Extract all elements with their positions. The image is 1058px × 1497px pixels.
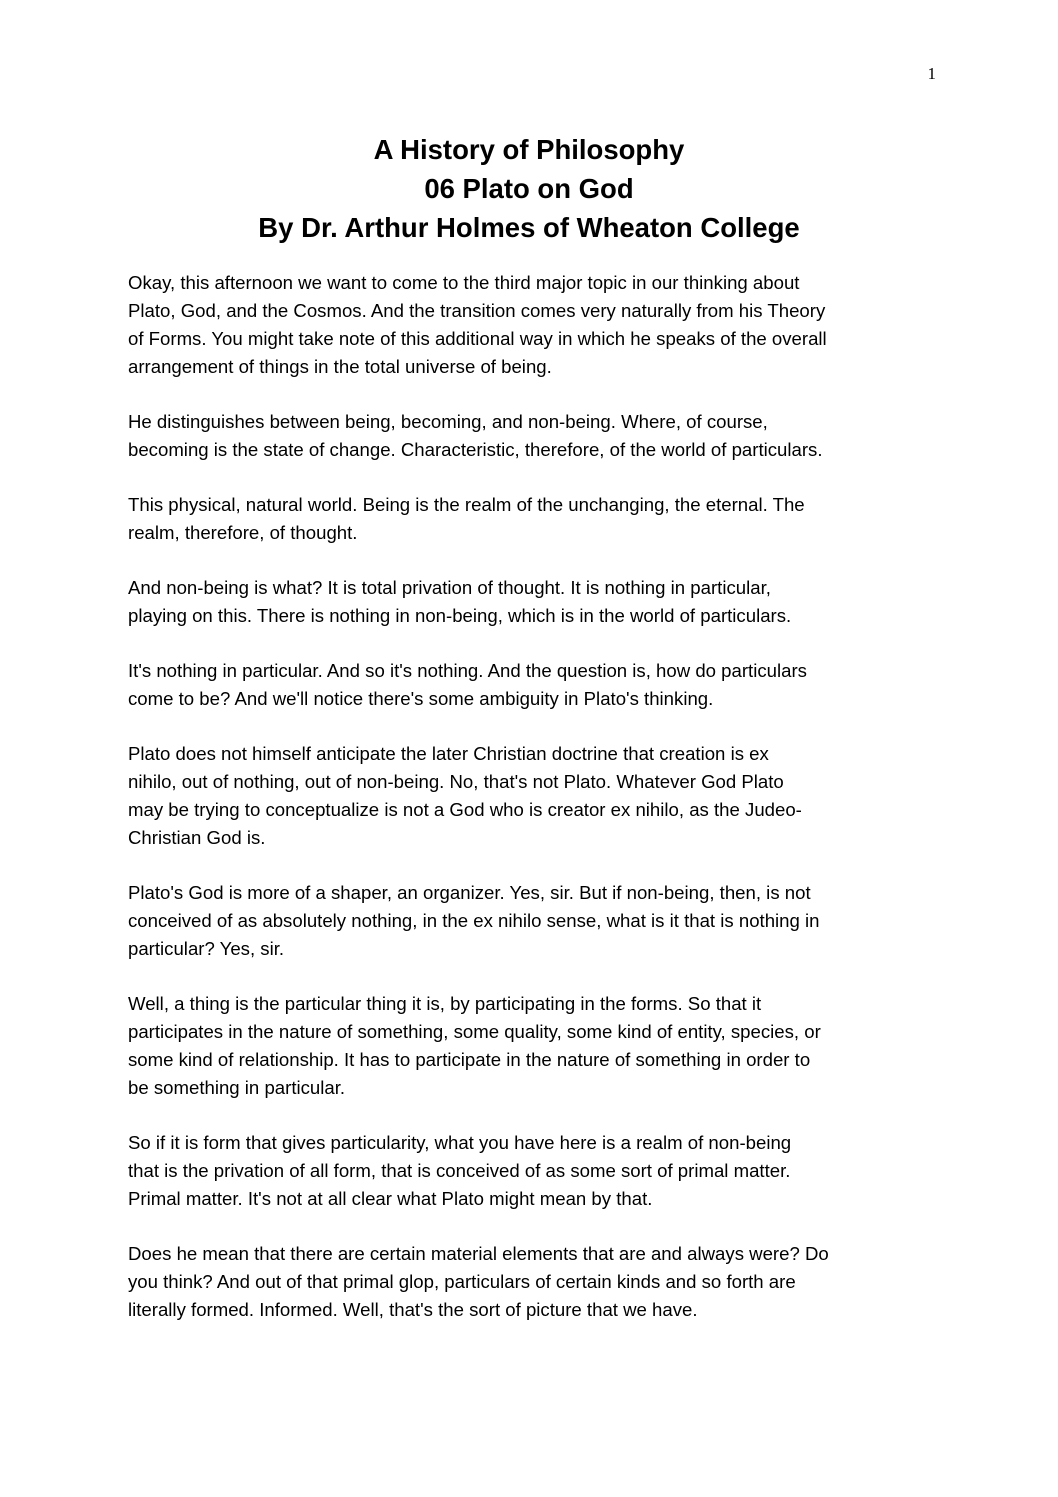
page-number: 1 [927,64,936,83]
text-line: Christian God is. [128,827,266,848]
paragraph [128,879,938,963]
document-title [0,130,1058,247]
text-line: Primal matter. It's not at all clear what Plato might mean by that. [128,1188,653,1209]
text-line: some kind of relationship. It has to participate in the nature of something in order to [128,1049,811,1070]
text-line: may be trying to conceptualize is not a God who is creator ex nihilo, as the Judeo- [128,799,802,820]
text-line: literally formed. Informed. Well, that's the sort of picture that we have. [128,1299,698,1320]
paragraph [128,408,938,464]
text-line: Okay, this afternoon we want to come to the third major topic in our thinking about [128,272,800,293]
text-line: Plato does not himself anticipate the later Christian doctrine that creation is ex [128,743,769,764]
paragraph [128,574,938,630]
text-line: So if it is form that gives particularity, what you have here is a realm of non-being [128,1132,792,1153]
text-line: nihilo, out of nothing, out of non-being. No, that's not Plato. Whatever God Plato [128,771,784,792]
paragraph [128,740,938,852]
text-line: This physical, natural world. Being is the realm of the unchanging, the eternal. The [128,494,805,515]
text-line: be something in particular. [128,1077,346,1098]
paragraph [128,1129,938,1213]
title-line-author: By Dr. Arthur Holmes of Wheaton College [258,212,800,243]
text-line: And non-being is what? It is total privation of thought. It is nothing in particular, [128,577,771,598]
text-line: you think? And out of that primal glop, particulars of certain kinds and so forth are [128,1271,796,1292]
text-line: Well, a thing is the particular thing it is, by participating in the forms. So that it [128,993,762,1014]
paragraph [128,1240,938,1324]
text-line: come to be? And we'll notice there's some ambiguity in Plato's thinking. [128,688,714,709]
text-line: realm, therefore, of thought. [128,522,358,543]
text-line: He distinguishes between being, becoming, and non-being. Where, of course, [128,411,768,432]
text-line: Plato's God is more of a shaper, an organizer. Yes, sir. But if non-being, then, is not [128,882,811,903]
paragraph [128,657,938,713]
text-line: conceived of as absolutely nothing, in the ex nihilo sense, what is it that is nothing in [128,910,820,931]
text-line: participates in the nature of something, some quality, some kind of entity, species, or [128,1021,821,1042]
text-line: Does he mean that there are certain material elements that are and always were? Do [128,1243,829,1264]
text-line: particular? Yes, sir. [128,938,285,959]
text-line: that is the privation of all form, that is conceived of as some sort of primal matter. [128,1160,791,1181]
text-line: Plato, God, and the Cosmos. And the transition comes very naturally from his Theory [128,300,826,321]
title-line-course: A History of Philosophy [373,134,685,165]
paragraph [128,491,938,547]
text-line: becoming is the state of change. Characteristic, therefore, of the world of particulars. [128,439,823,460]
transcript-body [128,269,938,1351]
text-line: of Forms. You might take note of this additional way in which he speaks of the overall [128,328,827,349]
paragraph [128,269,938,381]
text-line: playing on this. There is nothing in non-being, which is in the world of particulars. [128,605,792,626]
paragraph [128,990,938,1102]
text-line: It's nothing in particular. And so it's nothing. And the question is, how do particulars [128,660,807,681]
title-line-lecture: 06 Plato on God [424,173,634,204]
text-line: arrangement of things in the total universe of being. [128,356,552,377]
